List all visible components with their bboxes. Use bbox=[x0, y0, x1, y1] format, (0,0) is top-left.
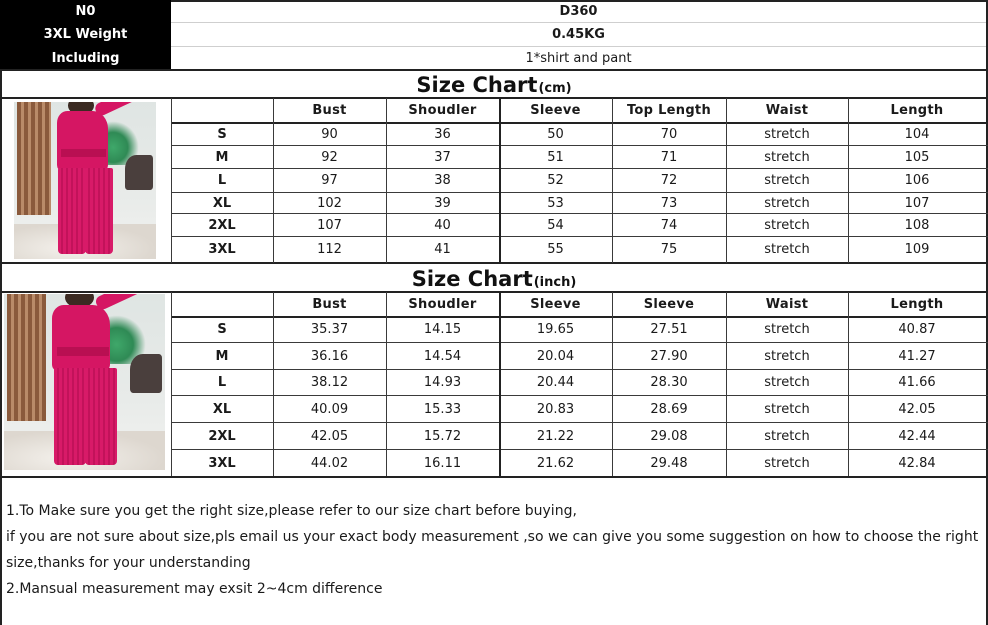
top-length-value: 29.48 bbox=[650, 455, 688, 471]
column-header-bust: Bust bbox=[312, 296, 347, 312]
waist-value: stretch bbox=[764, 455, 810, 471]
size-label: S bbox=[217, 322, 227, 337]
shoulder-value: 37 bbox=[434, 149, 451, 165]
size-label: XL bbox=[212, 401, 232, 417]
divider bbox=[171, 0, 988, 2]
divider bbox=[171, 46, 986, 47]
length-value: 42.05 bbox=[898, 401, 936, 417]
top-length-value: 28.69 bbox=[650, 401, 688, 417]
column-header-sleeve-2: Sleeve bbox=[643, 296, 695, 312]
size-label: L bbox=[217, 375, 227, 390]
sleeve-value: 21.22 bbox=[536, 428, 575, 444]
note-line: size,thanks for your understanding bbox=[6, 555, 251, 571]
shoulder-value: 36 bbox=[434, 126, 451, 142]
length-value: 42.44 bbox=[898, 428, 936, 444]
note-line: 2.Mansual measurement may exsit 2~4cm difference bbox=[6, 581, 383, 597]
info-value-model: D360 bbox=[559, 4, 598, 19]
top-length-value: 29.08 bbox=[650, 428, 688, 444]
info-label-number: N0 bbox=[0, 0, 171, 23]
cm-chart-title bbox=[0, 70, 988, 97]
bust-value: 97 bbox=[321, 173, 338, 188]
waist-value: stretch bbox=[764, 242, 810, 257]
sleeve-value: 53 bbox=[547, 195, 564, 211]
size-label: XL bbox=[212, 195, 232, 211]
size-label: 3XL bbox=[208, 242, 236, 257]
shoulder-value: 15.33 bbox=[423, 401, 462, 417]
length-value: 104 bbox=[904, 126, 930, 142]
info-value-weight: 0.45KG bbox=[552, 27, 605, 42]
top-length-value: 27.90 bbox=[650, 348, 688, 364]
waist-value: stretch bbox=[764, 173, 810, 188]
sleeve-value: 19.65 bbox=[536, 322, 575, 337]
column-header-length: Length bbox=[890, 296, 944, 312]
waist-value: stretch bbox=[764, 428, 810, 444]
chart-unit: (cm) bbox=[538, 81, 572, 96]
shoulder-value: 40 bbox=[434, 217, 451, 233]
bust-value: 36.16 bbox=[310, 348, 349, 364]
length-value: 41.27 bbox=[898, 348, 936, 364]
size-label: 2XL bbox=[208, 428, 236, 444]
top-length-value: 28.30 bbox=[650, 375, 688, 390]
length-value: 41.66 bbox=[898, 375, 936, 390]
size-notes bbox=[6, 498, 981, 602]
bust-value: 102 bbox=[317, 195, 342, 211]
length-value: 40.87 bbox=[898, 322, 936, 337]
length-value: 108 bbox=[904, 217, 930, 233]
shoulder-value: 14.93 bbox=[423, 375, 462, 390]
waist-value: stretch bbox=[764, 401, 810, 417]
sleeve-value: 20.44 bbox=[536, 375, 575, 390]
column-header-shoulder: Shoudler bbox=[408, 102, 477, 118]
waist-value: stretch bbox=[764, 126, 810, 142]
bust-value: 38.12 bbox=[310, 375, 349, 390]
top-length-value: 75 bbox=[660, 242, 678, 257]
bust-value: 92 bbox=[321, 149, 338, 165]
sleeve-value: 55 bbox=[547, 242, 564, 257]
chart-title-text: Size Chart bbox=[411, 267, 533, 291]
sleeve-value: 50 bbox=[547, 126, 564, 142]
note-line: if you are not sure about size,pls email us your exact body measurement ,so we can give you some suggestion on how to choose the right bbox=[6, 529, 979, 545]
bust-value: 112 bbox=[317, 242, 342, 257]
shoulder-value: 16.11 bbox=[423, 455, 462, 471]
column-header-bust: Bust bbox=[312, 102, 347, 118]
bust-value: 44.02 bbox=[310, 455, 349, 471]
shoulder-value: 15.72 bbox=[423, 428, 462, 444]
inch-chart-title bbox=[0, 263, 988, 291]
length-value: 109 bbox=[904, 242, 930, 257]
size-label: M bbox=[215, 348, 229, 364]
column-header-shoulder: Shoudler bbox=[408, 296, 477, 312]
length-value: 42.84 bbox=[898, 455, 936, 471]
size-label: M bbox=[215, 149, 229, 165]
bust-value: 40.09 bbox=[310, 401, 349, 417]
shoulder-value: 14.15 bbox=[423, 322, 462, 337]
sleeve-value: 51 bbox=[547, 149, 564, 165]
note-line: 1.To Make sure you get the right size,please refer to our size chart before buying, bbox=[6, 503, 577, 519]
divider bbox=[0, 70, 2, 625]
shoulder-value: 41 bbox=[434, 242, 451, 257]
column-header-top-length: Top Length bbox=[626, 102, 712, 118]
info-value-including: 1*shirt and pant bbox=[525, 50, 632, 66]
column-header-waist: Waist bbox=[765, 102, 809, 118]
column-header-sleeve: Sleeve bbox=[530, 102, 581, 118]
waist-value: stretch bbox=[764, 375, 810, 390]
product-photo-inch bbox=[4, 294, 165, 470]
waist-value: stretch bbox=[764, 195, 810, 211]
length-value: 106 bbox=[904, 173, 930, 188]
top-length-value: 74 bbox=[660, 217, 678, 233]
waist-value: stretch bbox=[764, 149, 810, 165]
chart-unit: (inch) bbox=[533, 275, 577, 290]
top-length-value: 73 bbox=[660, 195, 678, 211]
size-label: 2XL bbox=[208, 217, 236, 233]
sleeve-value: 20.04 bbox=[536, 348, 575, 364]
bust-value: 35.37 bbox=[310, 322, 349, 337]
sleeve-value: 20.83 bbox=[536, 401, 575, 417]
waist-value: stretch bbox=[764, 322, 810, 337]
column-header-waist: Waist bbox=[765, 296, 809, 312]
bust-value: 42.05 bbox=[310, 428, 349, 444]
shoulder-value: 39 bbox=[434, 195, 451, 211]
divider bbox=[0, 476, 988, 478]
info-label-including: Including bbox=[0, 46, 171, 70]
sleeve-value: 52 bbox=[547, 173, 564, 188]
info-label-weight: 3XL Weight bbox=[0, 23, 171, 46]
waist-value: stretch bbox=[764, 348, 810, 364]
bust-value: 90 bbox=[321, 126, 338, 142]
divider bbox=[171, 22, 986, 23]
size-label: 3XL bbox=[208, 455, 236, 471]
shoulder-value: 14.54 bbox=[423, 348, 462, 364]
sleeve-value: 21.62 bbox=[536, 455, 575, 471]
top-length-value: 70 bbox=[660, 126, 678, 142]
bust-value: 107 bbox=[317, 217, 342, 233]
size-label: S bbox=[217, 126, 227, 142]
top-length-value: 72 bbox=[660, 173, 678, 188]
size-label: L bbox=[217, 173, 227, 188]
top-length-value: 27.51 bbox=[650, 322, 688, 337]
waist-value: stretch bbox=[764, 217, 810, 233]
product-photo-cm bbox=[14, 102, 156, 259]
top-length-value: 71 bbox=[660, 149, 678, 165]
length-value: 107 bbox=[904, 195, 930, 211]
sleeve-value: 54 bbox=[547, 217, 564, 233]
column-header-sleeve: Sleeve bbox=[530, 296, 581, 312]
shoulder-value: 38 bbox=[434, 173, 451, 188]
length-value: 105 bbox=[904, 149, 930, 165]
chart-title-text: Size Chart bbox=[416, 73, 538, 97]
column-header-length: Length bbox=[890, 102, 944, 118]
